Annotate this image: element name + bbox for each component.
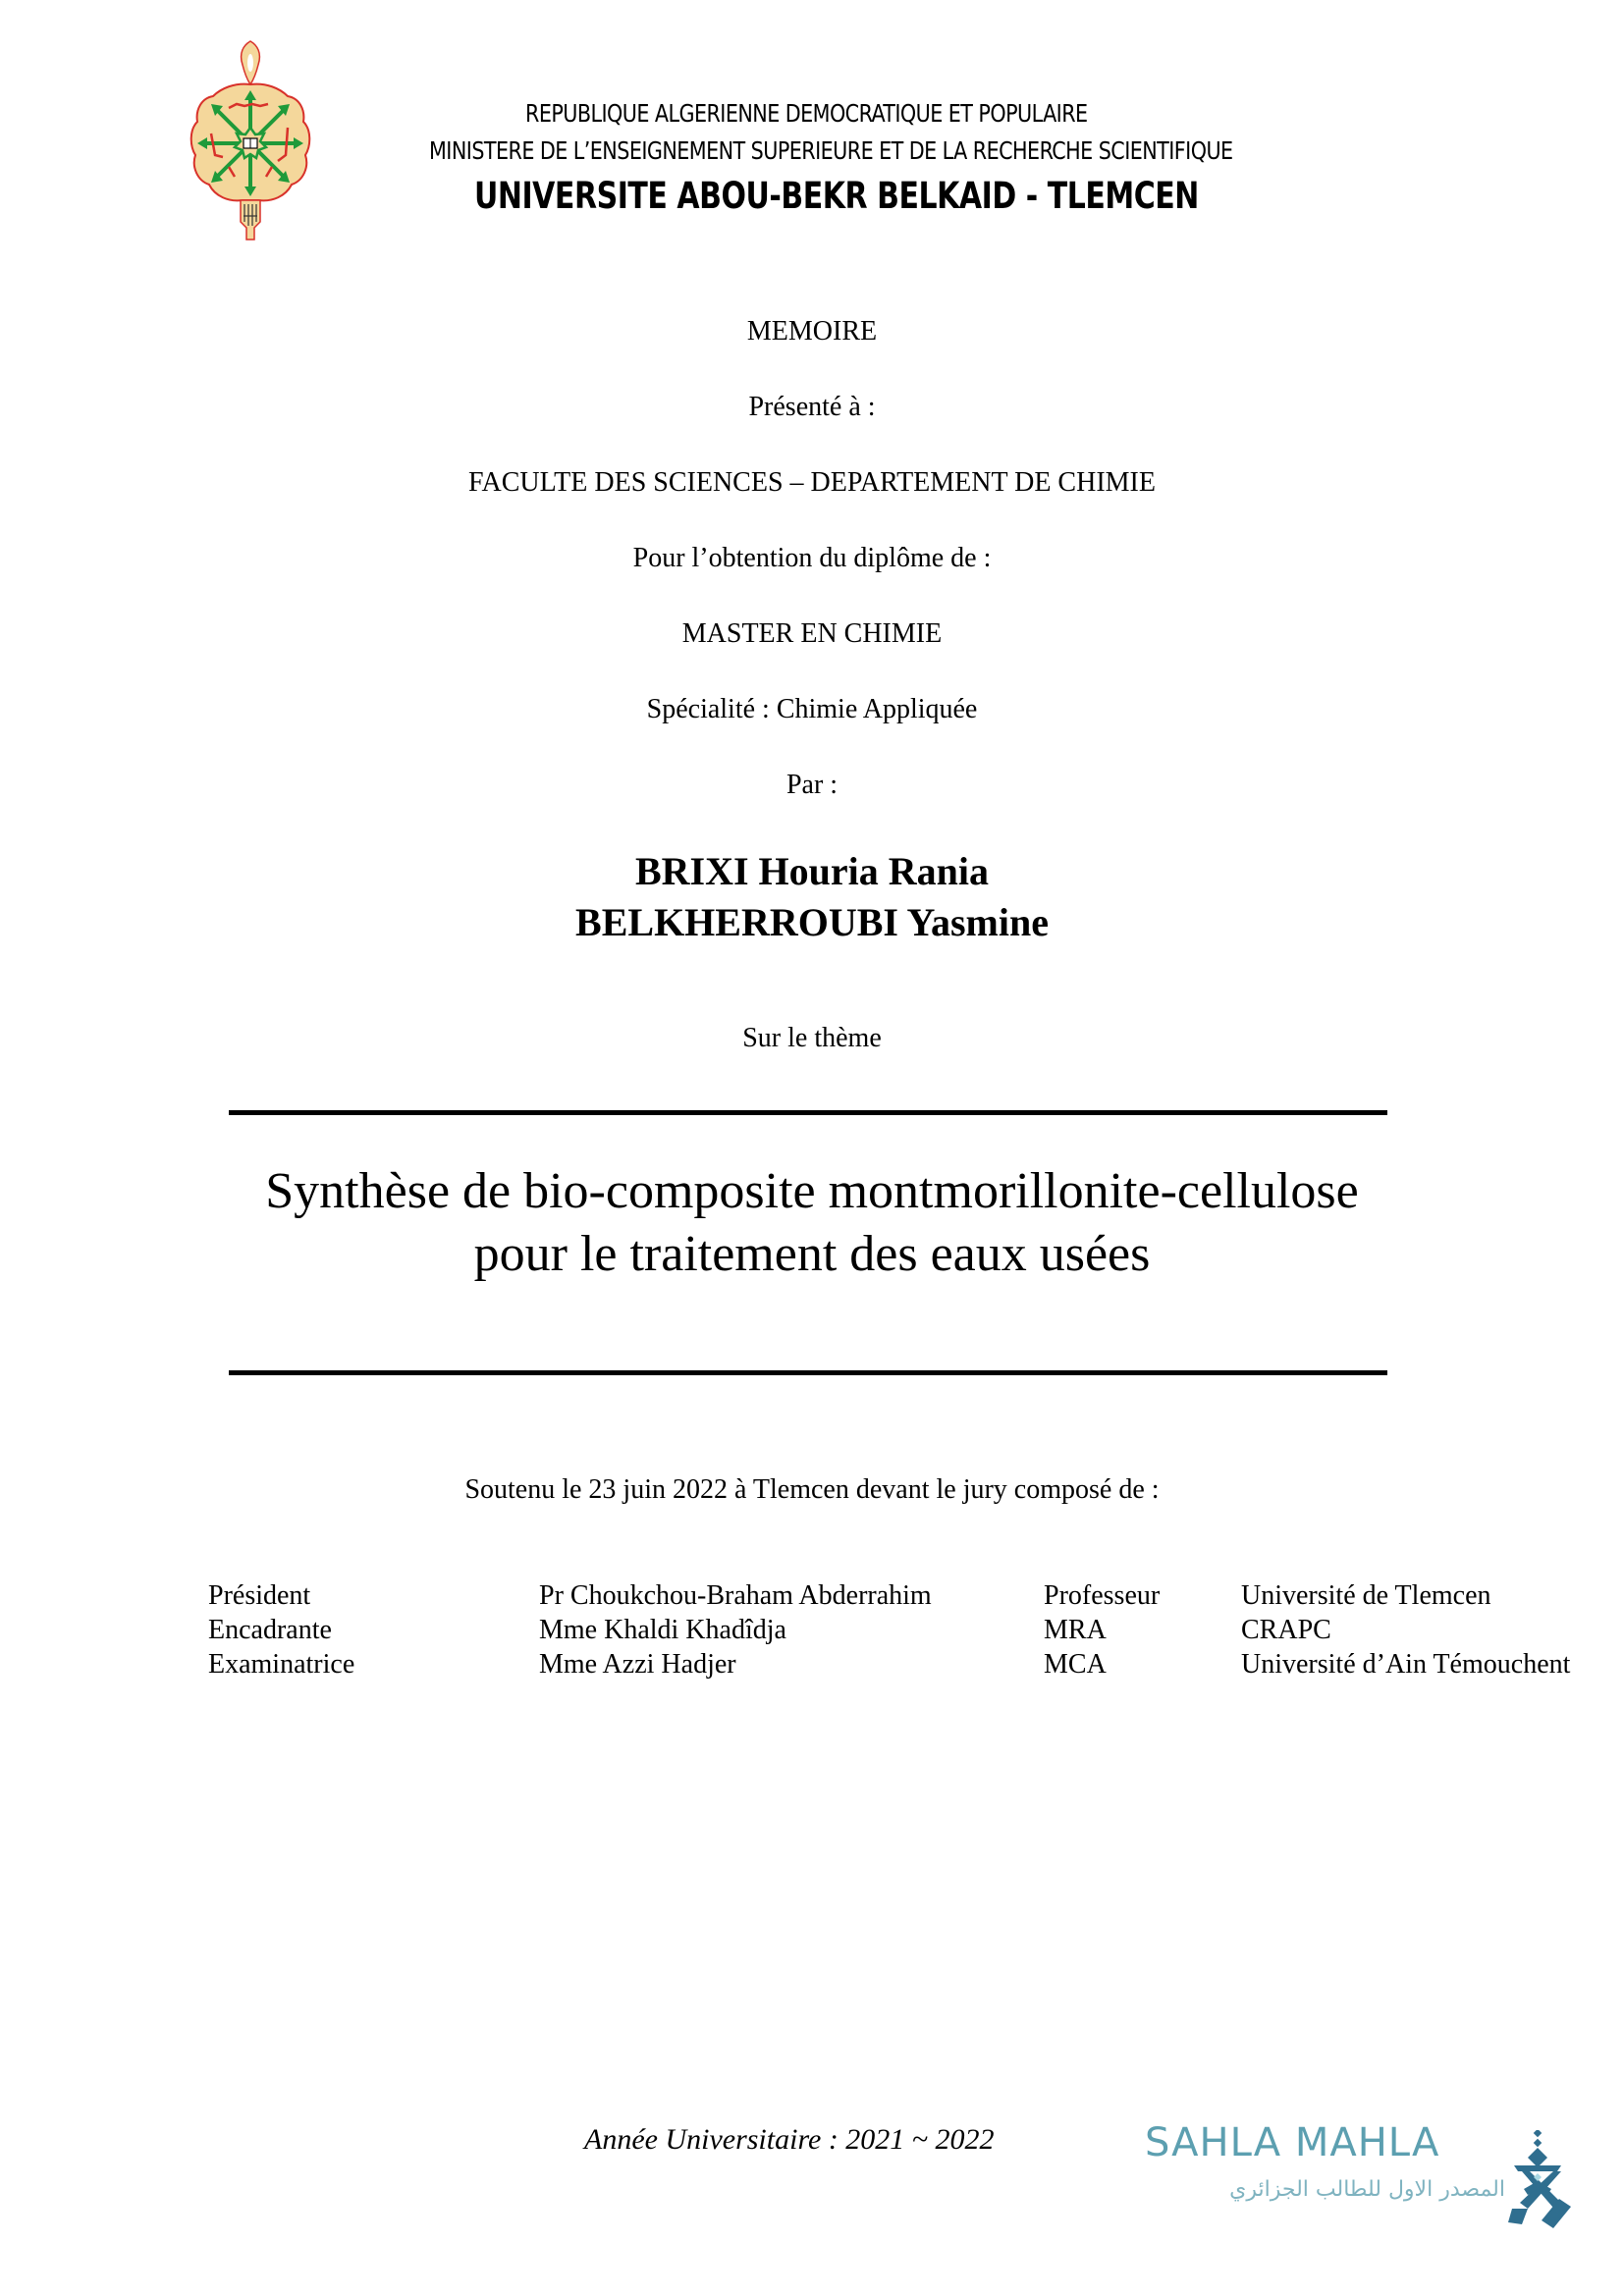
jury-institution: Université de Tlemcen <box>1241 1580 1491 1611</box>
republic-heading: REPUBLIQUE ALGERIENNE DEMOCRATIQUE ET POPULAIRE <box>525 99 1088 128</box>
jury-role: Examinatrice <box>208 1649 355 1680</box>
defense-statement: Soutenu le 23 juin 2022 à Tlemcen devant le jury composé de : <box>464 1474 1160 1505</box>
document-type: MEMOIRE <box>746 316 878 347</box>
faculty-label: FACULTE DES SCIENCES – DEPARTEMENT DE CHIMIE <box>468 467 1156 498</box>
specialty-label: Spécialité : Chimie Appliquée <box>646 694 978 724</box>
author-name: BELKHERROUBI Yasmine <box>575 900 1049 944</box>
watermark-brand: SAHLA MAHLA <box>1145 2120 1440 2165</box>
presented-to-label: Présenté à : <box>748 392 876 422</box>
title-bottom-rule <box>229 1370 1387 1375</box>
jury-role: Président <box>208 1580 311 1611</box>
jury-grade: Professeur <box>1044 1580 1161 1611</box>
degree-label: MASTER EN CHIMIE <box>681 618 943 649</box>
jury-name: Mme Khaldi Khadîdja <box>539 1615 786 1645</box>
jury-institution: Université d’Ain Témouchent <box>1241 1649 1571 1680</box>
sahla-mahla-watermark <box>1137 2120 1598 2238</box>
thesis-title-line: pour le traitement des eaux usées <box>473 1226 1151 1282</box>
thesis-title-line: Synthèse de bio-composite montmorillonite-cellulose <box>265 1163 1359 1219</box>
author-name: BRIXI Houria Rania <box>634 849 990 893</box>
jury-grade: MRA <box>1044 1615 1107 1645</box>
title-top-rule <box>229 1110 1387 1115</box>
jury-institution: CRAPC <box>1241 1615 1331 1645</box>
sahla-mahla-logo-icon <box>1508 2130 1587 2238</box>
university-emblem-icon <box>189 39 312 245</box>
jury-grade: MCA <box>1044 1649 1107 1680</box>
academic-year: Année Universitaire : 2021 ~ 2022 <box>584 2123 995 2156</box>
jury-name: Pr Choukchou-Braham Abderrahim <box>539 1580 932 1611</box>
watermark-tagline: المصدر الاول للطالب الجزائري <box>1229 2177 1505 2202</box>
theme-label: Sur le thème <box>742 1023 882 1053</box>
by-label: Par : <box>785 770 839 800</box>
ministry-heading: MINISTERE DE L’ENSEIGNEMENT SUPERIEURE ET DE LA RECHERCHE SCIENTIFIQUE <box>429 136 1233 165</box>
university-heading: UNIVERSITE ABOU-BEKR BELKAID - TLEMCEN <box>474 175 1199 217</box>
jury-name: Mme Azzi Hadjer <box>539 1649 736 1680</box>
jury-role: Encadrante <box>208 1615 332 1645</box>
degree-intro-label: Pour l’obtention du diplôme de : <box>632 543 992 573</box>
